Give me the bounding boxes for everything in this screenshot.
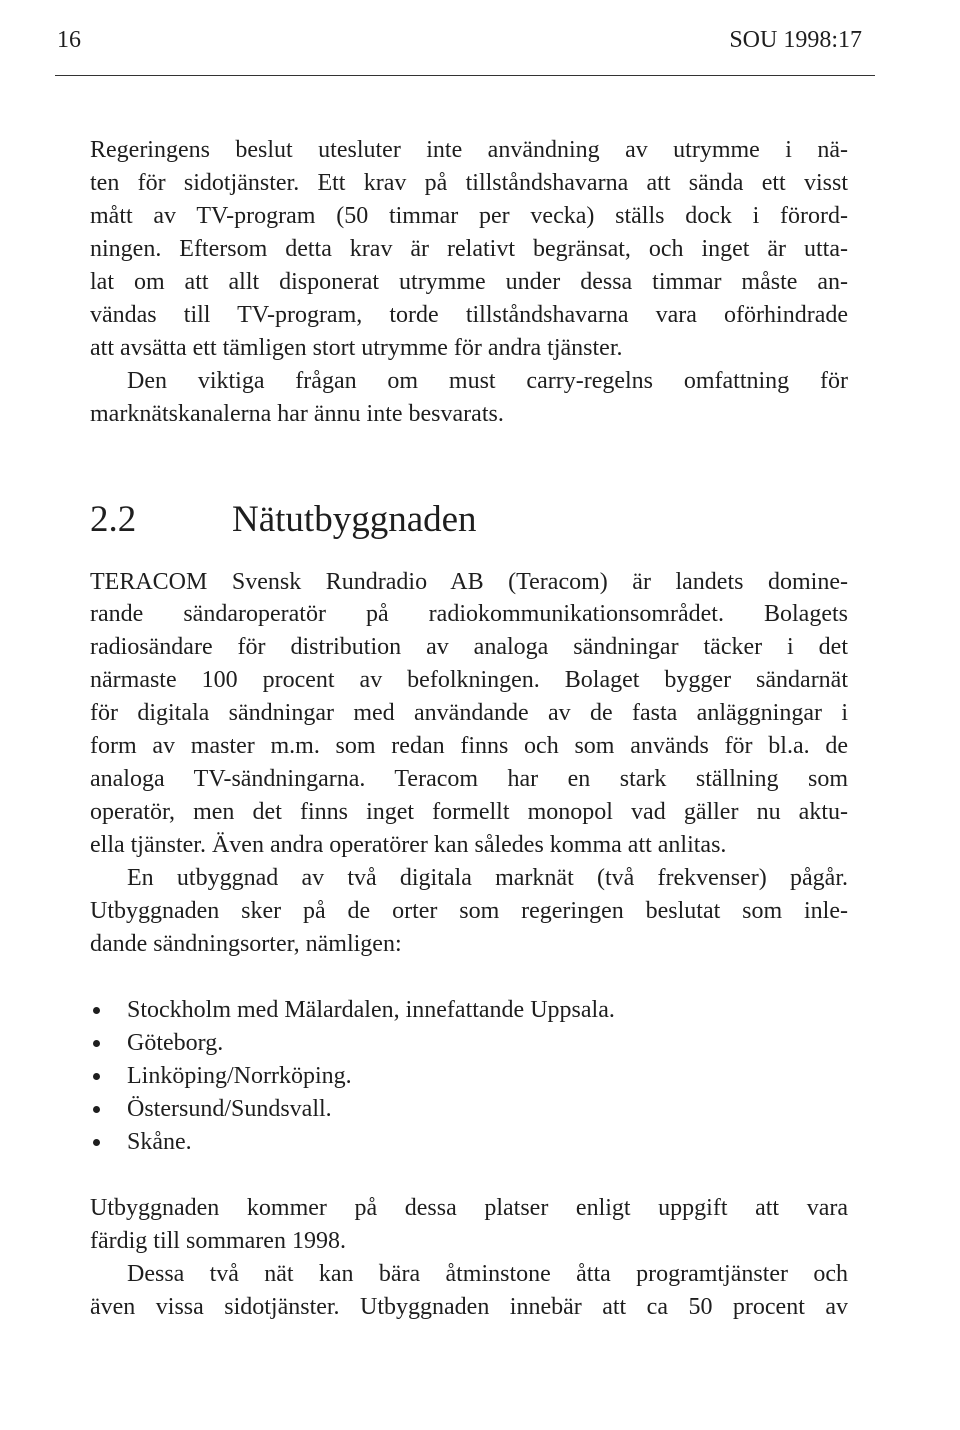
- intro-line: ningen. Eftersom detta krav är relativt begränsat, och inget är utta-: [90, 236, 848, 262]
- intro-line: lat om att allt disponerat utrymme under dessa timmar måste an-: [90, 269, 848, 295]
- list-item: Skåne.: [127, 1129, 192, 1155]
- intro-line: att avsätta ett tämligen stort utrymme för andra tjänster.: [90, 335, 623, 361]
- section-line: dande sändningsorter, nämligen:: [90, 931, 402, 957]
- intro-line: marknätskanalerna har ännu inte besvarats.: [90, 401, 504, 427]
- section-line: för digitala sändningar med användande av de fasta anläggningar i: [90, 700, 848, 726]
- section-line: En utbyggnad av två digitala marknät (två frekvenser) pågår.: [127, 865, 848, 891]
- intro-line: ten för sidotjänster. Ett krav på tillståndshavarna att sända ett visst: [90, 170, 848, 196]
- bullet-icon: [93, 1007, 100, 1014]
- bullet-icon: [93, 1073, 100, 1080]
- section-line: TERACOM Svensk Rundradio AB (Teracom) är landets domine-: [90, 569, 848, 595]
- series-label: SOU 1998:17: [729, 27, 862, 53]
- section-line: form av master m.m. som redan finns och som används för bl.a. de: [90, 733, 848, 759]
- section-line: analoga TV-sändningarna. Teracom har en stark ställning som: [90, 766, 848, 792]
- section-line: Utbyggnaden sker på de orter som regeringen beslutat som inle-: [90, 898, 848, 924]
- section-line: närmaste 100 procent av befolkningen. Bolaget bygger sändarnät: [90, 667, 848, 693]
- section-line: radiosändare för distribution av analoga sändningar täcker i det: [90, 634, 848, 660]
- closing-line: färdig till sommaren 1998.: [90, 1228, 346, 1254]
- closing-line: Dessa två nät kan bära åtminstone åtta programtjänster och: [127, 1261, 848, 1287]
- closing-line: Utbyggnaden kommer på dessa platser enligt uppgift att vara: [90, 1195, 848, 1221]
- section-line: rande sändaroperatör på radiokommunikationsområdet. Bolagets: [90, 601, 848, 627]
- list-item: Stockholm med Mälardalen, innefattande Uppsala.: [127, 997, 615, 1023]
- bullet-icon: [93, 1106, 100, 1113]
- section-line: ella tjänster. Även andra operatörer kan således komma att anlitas.: [90, 832, 727, 858]
- intro-line: Regeringens beslut utesluter inte användning av utrymme i nä-: [90, 137, 848, 163]
- header-rule: [55, 75, 875, 76]
- intro-line: mått av TV-program (50 timmar per vecka) ställs dock i förord-: [90, 203, 848, 229]
- intro-line: vändas till TV-program, torde tillståndshavarna vara oförhindrade: [90, 302, 848, 328]
- list-item: Linköping/Norrköping.: [127, 1063, 352, 1089]
- bullet-icon: [93, 1040, 100, 1047]
- page-number: 16: [57, 27, 81, 53]
- section-title: Nätutbyggnaden: [232, 499, 477, 540]
- list-item: Östersund/Sundsvall.: [127, 1096, 332, 1122]
- bullet-icon: [93, 1139, 100, 1146]
- section-number: 2.2: [90, 499, 137, 540]
- list-item: Göteborg.: [127, 1030, 224, 1056]
- section-line: operatör, men det finns inget formellt monopol vad gäller nu aktu-: [90, 799, 848, 825]
- intro-line: Den viktiga frågan om must carry-regelns omfattning för: [127, 368, 848, 394]
- closing-line: även vissa sidotjänster. Utbyggnaden innebär att ca 50 procent av: [90, 1294, 848, 1320]
